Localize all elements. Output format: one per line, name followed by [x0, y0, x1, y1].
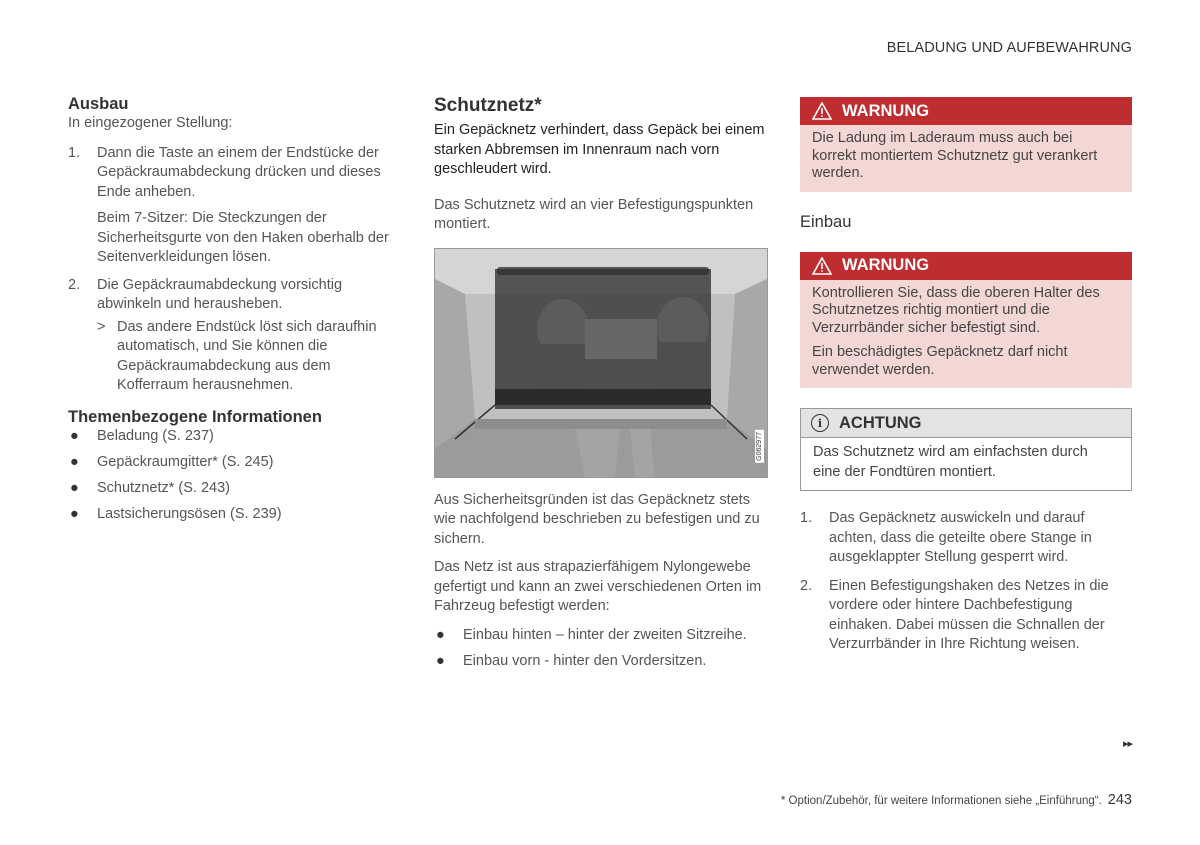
related-links	[68, 427, 403, 525]
result-text: Das andere Endstück löst sich daraufhin automatisch, und Sie können die Gepäckraumabdeckung aus dem Kofferraum herausnehmen.	[117, 318, 377, 393]
section-heading-schutznetz: Schutznetz*	[434, 95, 542, 116]
schutznetz-mounting-points: Das Schutznetz wird an vier Befestigungspunkten montiert.	[434, 196, 754, 232]
attention-body	[801, 438, 1131, 490]
warning-box-load	[800, 97, 1132, 192]
schutznetz-lead: Ein Gepäcknetz verhindert, dass Gepäck bei einem starken Abbremsen im Innenraum nach vorn geschleudert wird.	[434, 122, 765, 177]
bullet-icon: ●	[436, 652, 445, 669]
warning-title: WARNUNG	[842, 256, 930, 274]
bullet-text: Einbau vorn - hinter den Vordersitzen.	[463, 652, 707, 669]
running-header: BELADUNG UND AUFBEWAHRUNG	[886, 40, 1132, 56]
step-number: 2.	[68, 276, 81, 293]
attention-text: Das Schutznetz wird am einfachsten durch eine der Fondtüren montiert.	[813, 444, 1088, 480]
step-text: Einen Befestigungshaken des Netzes in die vordere oder hintere Dachbefestigung einhaken. Dabei müssen die Schnallen der Verzurrbänder in Ihre Richtung weisen.	[829, 577, 1109, 652]
related-link-beladung[interactable]	[68, 427, 403, 447]
installation-step-1	[800, 509, 1132, 568]
cargo-net-illustration	[435, 249, 767, 477]
section-heading-installation: Einbau	[800, 212, 852, 231]
related-link-text[interactable]: Gepäckraumgitter* (S. 245)	[97, 453, 274, 470]
warning-text: Ein beschädigtes Gepäcknetz darf nicht verwendet werden.	[812, 344, 1068, 378]
related-link-text[interactable]: Schutznetz* (S. 243)	[97, 479, 230, 496]
removal-step-1	[68, 144, 403, 268]
removal-steps	[68, 144, 403, 396]
bullet-icon: ●	[70, 453, 79, 470]
mounting-location-rear	[434, 626, 768, 646]
step-number: 2.	[800, 577, 813, 594]
step-text: Dann die Taste an einem der Endstücke der Gepäckraumabdeckung drücken und dieses Ende anheben.	[97, 144, 381, 200]
column-protective-net	[434, 94, 768, 678]
section-heading-removal: Ausbau	[68, 95, 129, 113]
cargo-net-photo	[434, 248, 768, 478]
bullet-icon: ●	[70, 505, 79, 522]
warning-header	[800, 252, 1132, 280]
warning-triangle-icon	[812, 102, 832, 120]
mounting-location-front	[434, 652, 768, 672]
removal-step-2	[68, 276, 403, 396]
bullet-icon: ●	[70, 479, 79, 496]
schutznetz-safety-note: Aus Sicherheitsgründen ist das Gepäcknetz stets wie nachfolgend beschrieben zu befestigen und zu sichern.	[434, 491, 760, 547]
step-text: Das Gepäcknetz auswickeln und darauf achten, dass die geteilte obere Stange in ausgeklappter Stellung gesperrt wird.	[829, 510, 1092, 565]
warning-triangle-icon	[812, 257, 832, 275]
warning-body	[800, 125, 1132, 192]
step-result	[97, 318, 403, 396]
related-link-text[interactable]: Beladung (S. 237)	[97, 427, 214, 444]
attention-title: ACHTUNG	[839, 413, 922, 432]
result-marker: >	[97, 318, 106, 335]
double-arrow-icon[interactable]: ▸▸	[1122, 738, 1132, 750]
schutznetz-material: Das Netz ist aus strapazierfähigem Nylongewebe gefertigt und kann an zwei verschiedenen Orten im Fahrzeug befestigt werden:	[434, 559, 762, 614]
page-footer	[781, 792, 1132, 808]
page-number: 243	[1107, 792, 1132, 808]
warning-text: Die Ladung im Laderaum muss auch bei korrekt montiertem Schutznetz gut verankert werden.	[812, 130, 1098, 181]
footnote-text: * Option/Zubehör, für weitere Informationen siehe „Einführung“.	[780, 795, 1102, 807]
step-subnote: Beim 7-Sitzer: Die Steckzungen der Sicherheitsgurte von den Haken oberhalb der Seitenverkleidungen lösen.	[97, 210, 389, 265]
step-number: 1.	[800, 510, 813, 526]
image-reference-code: G062977	[756, 431, 763, 461]
mounting-locations	[434, 626, 768, 672]
info-circle-icon: i	[811, 414, 829, 432]
bullet-icon: ●	[70, 427, 79, 444]
column-removal	[68, 94, 403, 531]
step-number: 1.	[68, 144, 81, 161]
removal-intro: In eingezogener Stellung:	[68, 115, 233, 131]
warning-title: WARNUNG	[842, 101, 930, 120]
warning-box-holders	[800, 252, 1132, 389]
installation-steps	[800, 509, 1132, 655]
related-link-text[interactable]: Lastsicherungsösen (S. 239)	[97, 505, 282, 522]
warning-header	[800, 97, 1132, 125]
related-info-heading: Themenbezogene Informationen	[68, 407, 322, 426]
warning-body	[800, 280, 1132, 389]
bullet-text: Einbau hinten – hinter der zweiten Sitzreihe.	[463, 626, 747, 643]
attention-header	[801, 409, 1131, 438]
attention-box	[800, 408, 1132, 491]
warning-text: Kontrollieren Sie, dass die oberen Halter des Schutznetzes richtig montiert und die Verzurrbänder sicher befestigt sind.	[812, 284, 1100, 336]
related-link-gepaeckraumgitter[interactable]	[68, 453, 403, 473]
installation-step-2	[800, 577, 1132, 655]
step-text: Die Gepäckraumabdeckung vorsichtig abwinkeln und herausheben.	[97, 276, 343, 312]
bullet-icon: ●	[436, 626, 445, 643]
related-link-lastsicherungsoesen[interactable]	[68, 505, 403, 525]
column-installation	[800, 97, 1132, 663]
related-link-schutznetz[interactable]	[68, 479, 403, 499]
